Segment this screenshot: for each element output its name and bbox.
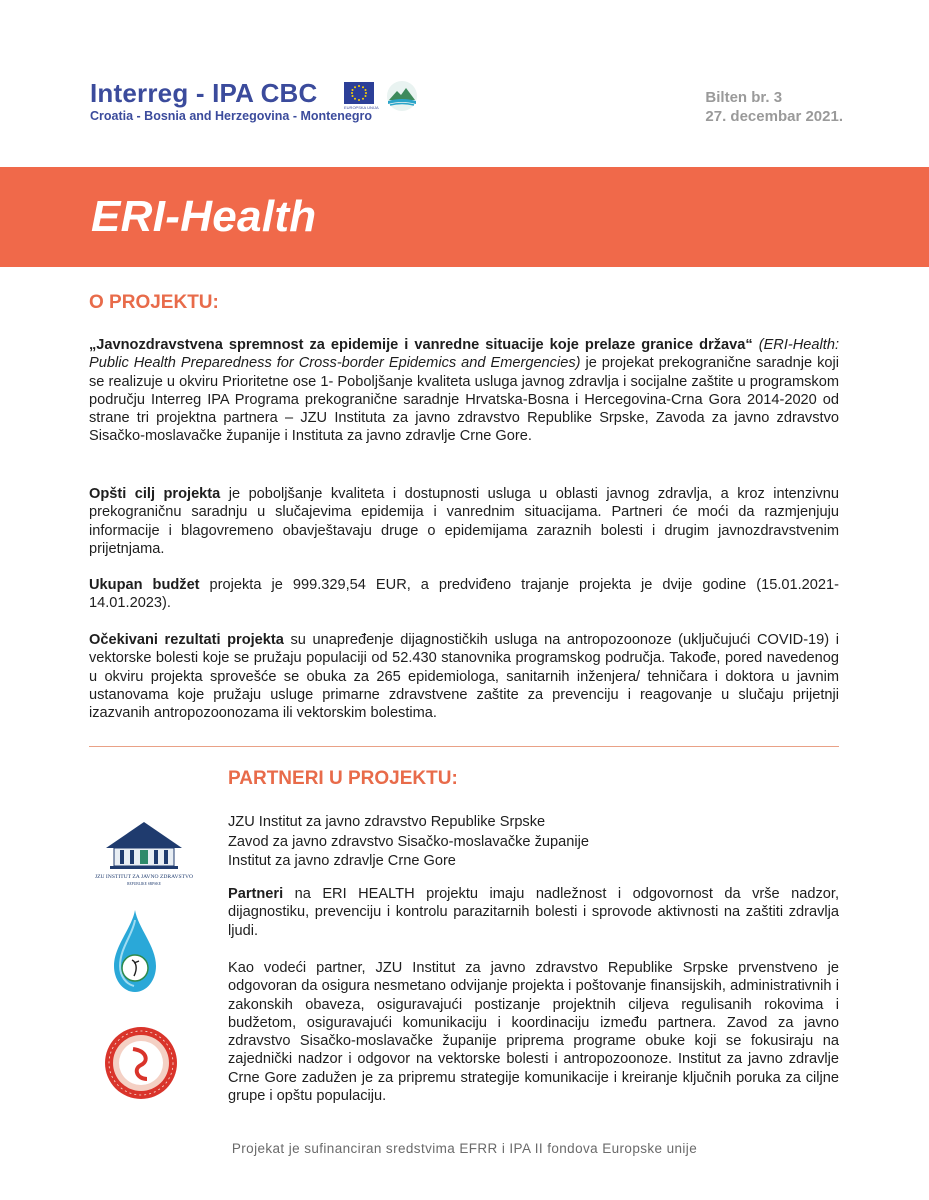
title-banner xyxy=(0,167,929,267)
goal-label: Opšti cilj projekta xyxy=(89,486,221,502)
interreg-logo-subtitle: Croatia - Bosnia and Herzegovina - Montenegro xyxy=(90,109,372,123)
jzu-institute-logo xyxy=(84,810,204,890)
institute-seal-logo xyxy=(103,1025,179,1101)
mountain-sea-icon xyxy=(386,80,418,112)
footer-note: Projekat je sufinanciran sredstvima EFRR i IPA II fondova Europske unije xyxy=(231,1141,698,1156)
bulletin-date: 27. decembar 2021. xyxy=(705,108,843,125)
about-paragraph-budget xyxy=(89,576,839,613)
results-text: su unapređenje dijagnostičkih usluga na antropozoonoze (uključujući COVID-19) i vektorske bolesti koje se pružaju populaciji od 52.430 stanovnika programskog područja. Takođe, pored navedenog u okviru projekta sprovešće se obuka za 265 epidemiologa, sanitarnih inženjera/ tehničara i doktora u javnim ustanovama koje pružaju usluge primarne zdravstvene zaštite za prevenciju i reagovanje u slučaju prijetnji izazvanih antropozoonozama ili vektorskim bolestima. xyxy=(89,632,839,722)
interreg-logo-title: Interreg - IPA CBC xyxy=(90,78,318,108)
eu-flag-icon xyxy=(344,82,374,104)
intro-text: je projekat prekogranične saradnje koji se realizuje u okviru Prioritetne ose 1- Poboljšanje kvaliteta usluga javnog zdravlja i socijalne zaštite u programskom području Interreg IPA Programa prekogranične saradnje Hrvatska-Bosna i Hercegovina-Crna Gora 2014-2020 od strane tri projektna partnera – JZU Instituta za javno zdravstvo Republike Srpske, Zavoda za javno zdravstvo Sisačko-moslavačke županije i Instituta za javno zdravlje Crne Gore. xyxy=(89,355,839,445)
partner-item: Institut za javno zdravlje Crne Gore xyxy=(228,853,456,869)
interreg-logo xyxy=(78,72,418,136)
partner-item: JZU Institut za javno zdravstvo Republike Srpske xyxy=(228,814,546,830)
project-english-name: (ERI-Health: Public Health Preparedness for Cross-border Epidemics and Emergencies) xyxy=(89,337,839,372)
budget-text: projekta je 999.329,54 EUR, a predviđeno trajanje projekta je dvije godine (15.01.2021-14.01.2023). xyxy=(89,577,839,612)
page-header xyxy=(0,0,929,167)
project-title: ERI-Health xyxy=(91,192,317,241)
water-drop-logo xyxy=(108,908,162,994)
bulletin-number: Bilten br. 3 xyxy=(705,89,783,106)
jzu-logo-subtext: REPUBLIKE SRPSKE xyxy=(127,882,161,886)
about-section xyxy=(89,292,839,722)
partners-paragraph-role xyxy=(228,885,839,940)
goal-text: je poboljšanje kvaliteta i dostupnosti usluga u oblasti javnog zdravlja, a kroz intenzivnu prekograničnu saradnju u slučajevima epidemija i vanrednim situacijama. Partneri će moći da razmjenjuju informacije i blagovremeno obavještavaju druge o epidemijama zaraznih bolesti i drugim javnozdravstvenim prijetnjama. xyxy=(89,486,839,557)
partner-list xyxy=(228,813,589,872)
about-heading: O PROJEKTU: xyxy=(89,292,219,313)
about-paragraph-intro xyxy=(89,336,839,446)
partner-item: Zavod za javno zdravstvo Sisačko-moslavačke županije xyxy=(228,833,589,850)
partners-role-text: na ERI HEALTH projektu imaju nadležnost i odgovornost da vrše nadzor, dijagnostiku, prevenciju i kontrolu parazitarnih bolesti i sprovode aktivnosti na zaštiti zdravlja ljudi. xyxy=(228,886,839,939)
about-paragraph-goal xyxy=(89,485,839,558)
partners-heading: PARTNERI U PROJEKTU: xyxy=(228,768,458,789)
partners-paragraph-lead: Kao vodeći partner, JZU Institut za javno zdravstvo Republike Srpske prvenstveno je odgovoran da osigura nesmetano odvijanje projekta i poštovanje finansijskih, administrativnih i zakonskih obaveza, osiguravajući postizanje projektnih ciljeva regulisanih rokovima i budžetom, osiguravajući komunikaciju i koordinaciju između partnera. Zavod za javno zdravstvo Sisačko-moslavačke županije priprema programe obuke koji se fokusiraju na zajednički nadzor i odgovor na vektorske bolesti i antropozoonoze. Institut za javno zdravlje Crne Gore zadužen je za pripremu strategije komunikacije i kreiranje ključnih poruka za ciljne grupe i opštu populaciju. xyxy=(228,960,839,1105)
results-label: Očekivani rezultati projekta xyxy=(89,632,284,648)
about-paragraph-results xyxy=(89,631,839,722)
partners-label: Partneri xyxy=(228,886,284,902)
section-divider xyxy=(89,746,839,747)
jzu-logo-text: JZU INSTITUT ZA JAVNO ZDRAVSTVO xyxy=(94,874,194,880)
project-full-name: „Javnozdravstvena spremnost za epidemije i vanredne situacije koje prelaze granice država“ xyxy=(89,337,753,353)
eu-label: EUROPSKA UNIJA xyxy=(344,105,379,110)
budget-label: Ukupan budžet xyxy=(89,577,200,593)
partners-section xyxy=(228,768,839,1105)
bulletin-info xyxy=(705,88,843,126)
